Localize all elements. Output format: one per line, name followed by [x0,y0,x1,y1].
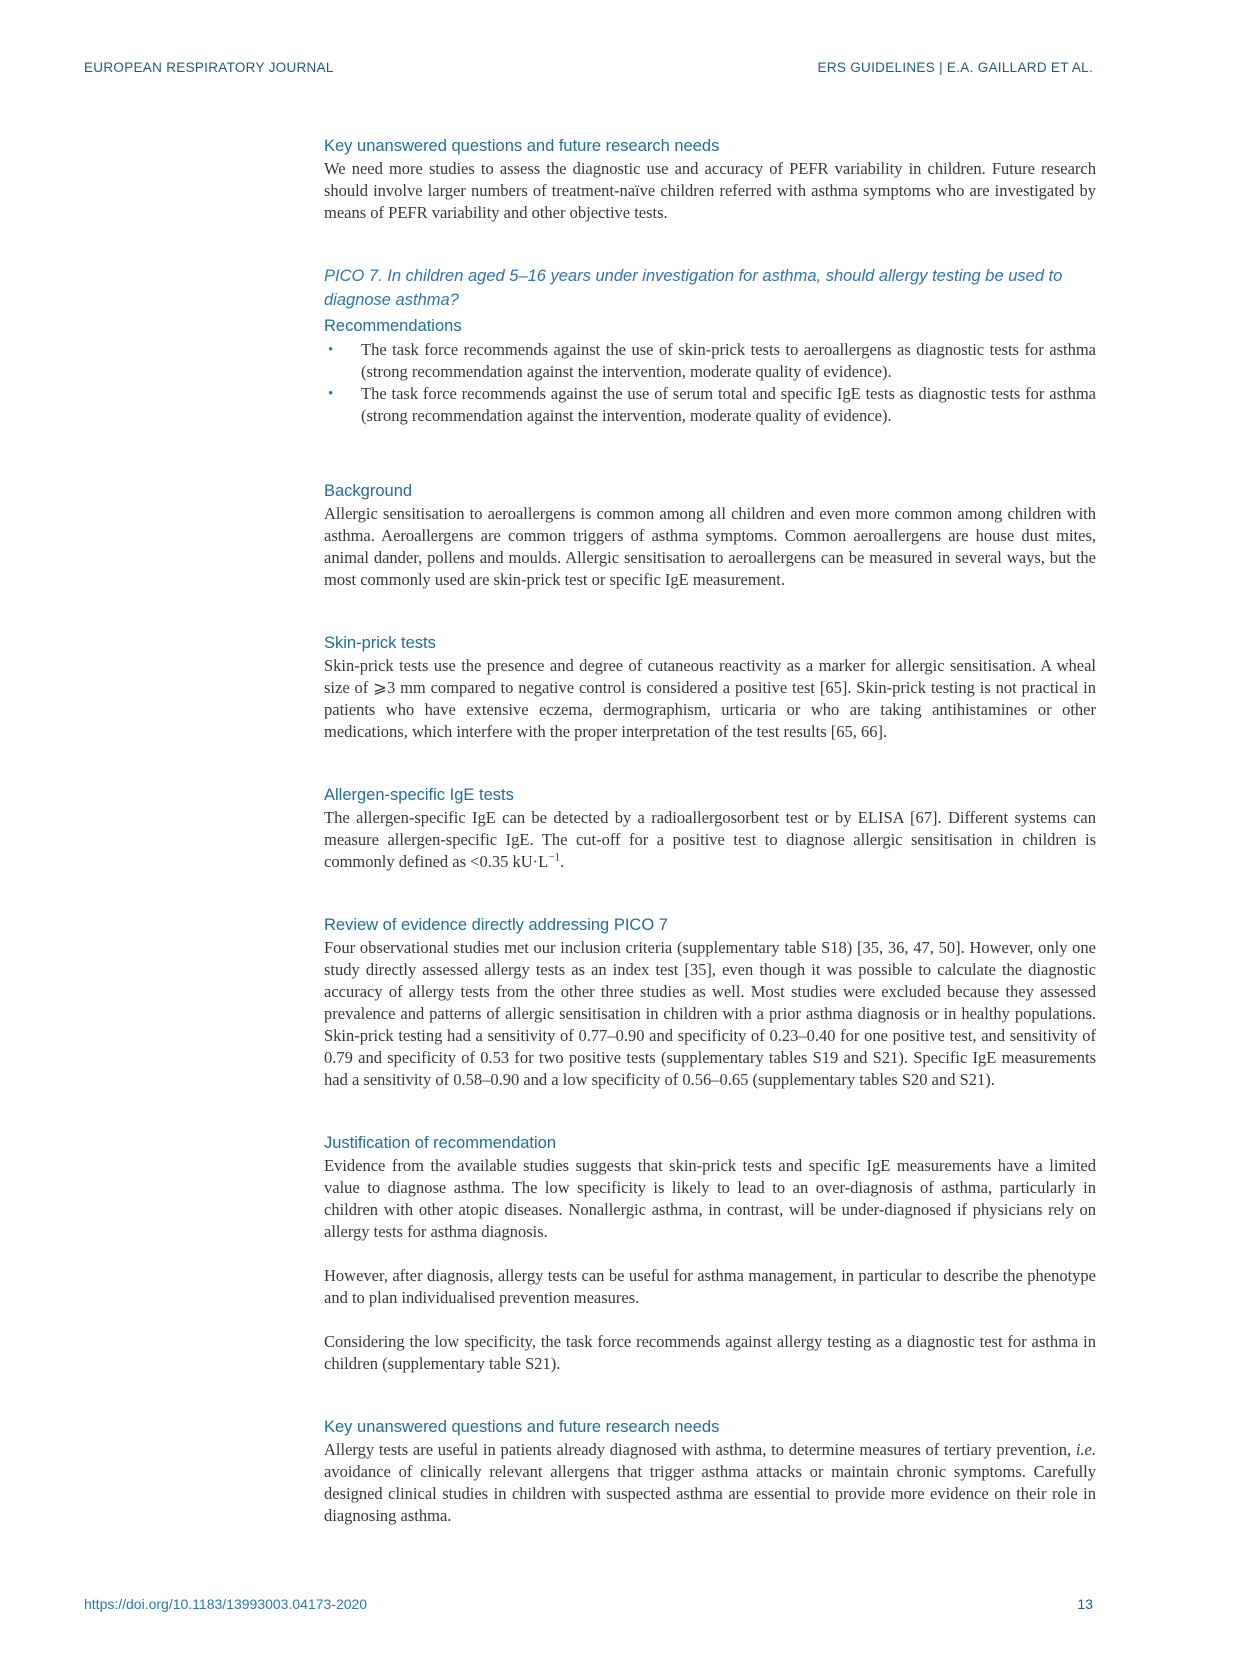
section-heading: Key unanswered questions and future research needs [324,137,720,155]
paragraph [324,807,1096,873]
unit-superscript: −1 [548,851,561,864]
section-ige-tests [324,783,1096,873]
journal-name: EUROPEAN RESPIRATORY JOURNAL [84,60,334,75]
running-head: ERS GUIDELINES | E.A. GAILLARD ET AL. [817,60,1093,75]
doi-link[interactable]: https://doi.org/10.1183/13993003.04173-2020 [84,1596,368,1612]
section-heading: Key unanswered questions and future research needs [324,1418,720,1436]
section-pefr-future-research [324,134,1096,224]
paragraph-text: The allergen-specific IgE can be detected by a radioallergosorbent test or by ELISA [67]. Different systems can measure allergen-specific IgE. The cut-off for a positive test to diagnose allergic sensitisation in children is commonly defined as <0.35 kU·L [324,808,1096,871]
latin-abbreviation: i.e. [1075,1440,1096,1459]
recommendations-list [324,339,1096,427]
recommendation-text: The task force recommends against the use of serum total and specific IgE tests as diagnostic tests for asthma (strong recommendation against the intervention, moderate quality of evidence). [361,384,1096,425]
section-skin-prick-tests [324,631,1096,743]
section-pico7 [324,264,1096,427]
page-header [84,60,1093,75]
paragraph-text-end: . [560,852,565,871]
section-review-evidence [324,913,1096,1091]
recommendation-item [324,383,1096,427]
section-allergy-future-research [324,1415,1096,1527]
paragraph: We need more studies to assess the diagnostic use and accuracy of PEFR variability in children. Future research should involve larger numbers of treatment-naïve children referred with asthma symptoms who are investigated by means of PEFR variability and other objective tests. [324,159,1096,222]
recommendation-text: The task force recommends against the use of skin-prick tests to aeroallergens as diagnostic tests for asthma (strong recommendation against the intervention, moderate quality of evidence). [361,340,1096,381]
section-heading: Skin-prick tests [324,634,436,652]
section-justification [324,1131,1096,1375]
paragraph: Four observational studies met our inclusion criteria (supplementary table S18) [35, 36, 47, 50]. However, only one study directly assessed allergy tests as an index test [35], even though it was possible to calculate the diagnostic accuracy of allergy tests from the other three studies as well. Most studies were excluded because they assessed prevalence and patterns of allergic sensitisation in children with a prior asthma diagnosis or in healthy populations. Skin-prick testing had a sensitivity of 0.77–0.90 and specificity of 0.23–0.40 for one positive test, and sensitivity of 0.79 and specificity of 0.53 for two positive tests (supplementary tables S19 and S21). Specific IgE measurements had a sensitivity of 0.58–0.90 and a low specificity of 0.56–0.65 (supplementary tables S20 and S21). [324,938,1096,1089]
section-heading: Justification of recommendation [324,1134,557,1152]
paragraph [324,1439,1096,1527]
section-heading: Allergen-specific IgE tests [324,786,514,804]
paragraph-text-end: avoidance of clinically relevant allergens that trigger asthma attacks or maintain chronic symptoms. Carefully designed clinical studies in children with suspected asthma are essential to provide more evidence on their role in diagnosing asthma. [324,1462,1096,1525]
paragraph-text: Allergy tests are useful in patients already diagnosed with asthma, to determine measures of tertiary prevention, [324,1440,1076,1459]
section-background [324,479,1096,591]
pico7-question-heading: PICO 7. In children aged 5–16 years under investigation for asthma, should allergy testing be used to diagnose asthma? [324,267,1063,309]
recommendations-heading: Recommendations [324,317,462,335]
section-heading: Background [324,482,413,500]
page-footer [84,1596,1093,1612]
article-content [324,134,1096,1527]
section-heading: Review of evidence directly addressing PICO 7 [324,916,668,934]
paragraph: Allergic sensitisation to aeroallergens is common among all children and even more common among children with asthma. Aeroallergens are common triggers of asthma symptoms. Common aeroallergens are house dust mites, animal dander, pollens and moulds. Allergic sensitisation to aeroallergens can be measured in several ways, but the most commonly used are skin-prick test or specific IgE measurement. [324,504,1096,589]
paragraph: Evidence from the available studies suggests that skin-prick tests and specific IgE measurements have a limited value to diagnose asthma. The low specificity is likely to lead to an over-diagnosis of asthma, particularly in children with other atopic diseases. Nonallergic asthma, in contrast, will be under-diagnosed if physicians rely on allergy tests for asthma diagnosis. [324,1156,1096,1241]
page-number: 13 [1077,1596,1093,1612]
paragraph: Considering the low specificity, the task force recommends against allergy testing as a diagnostic test for asthma in children (supplementary table S21). [324,1332,1096,1373]
paragraph: Skin-prick tests use the presence and degree of cutaneous reactivity as a marker for allergic sensitisation. A wheal size of ⩾3 mm compared to negative control is considered a positive test [65]. Skin-prick testing is not practical in patients who have extensive eczema, dermographism, urticaria or who are taking antihistamines or other medications, which interfere with the proper interpretation of the test results [65, 66]. [324,656,1096,741]
recommendation-item [324,339,1096,383]
paragraph: However, after diagnosis, allergy tests can be useful for asthma management, in particular to describe the phenotype and to plan individualised prevention measures. [324,1266,1096,1307]
